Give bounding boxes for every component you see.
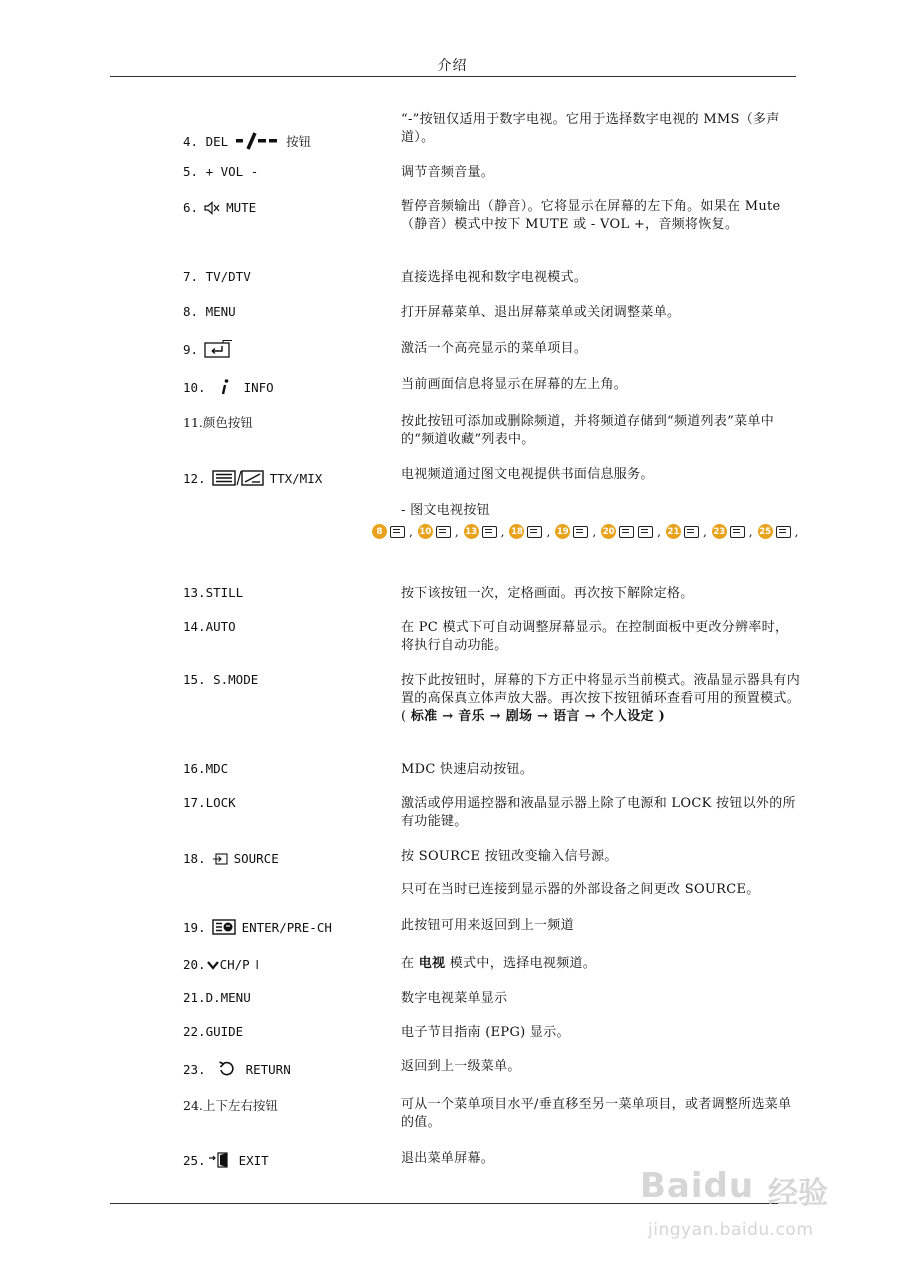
entry-label-text: 19. — [183, 919, 206, 935]
entry-desc-bold: 电视 — [418, 956, 446, 971]
entry-label: 13.STILL — [183, 585, 244, 600]
entry-label — [183, 470, 322, 486]
entry-desc-text: 按下此按钮时，屏幕的下方正中将显示当前模式。液晶显示器具有内置的高保真立体声放大器。再次按下按钮循环查看可用的预置模式。( — [401, 673, 801, 724]
entry-label-suffix: RETURN — [245, 1061, 291, 1077]
entry-desc: 电子节目指南 (EPG) 显示。 — [401, 1025, 570, 1040]
entry-desc: 按此按钮可添加或删除频道，并将频道存储到“频道列表”菜单中的“频道收藏”列表中。 — [401, 414, 774, 447]
entry-label-suffix: CH/P — [219, 957, 250, 972]
teletext-icon — [573, 526, 588, 538]
watermark-url: jingyan.baidu.com — [648, 1220, 814, 1240]
teletext-icon — [730, 526, 745, 538]
entry-desc: 当前画面信息将显示在屏幕的左上角。 — [401, 377, 628, 392]
entry-desc-text: 模式中，选择电视频道。 — [449, 956, 597, 971]
entry-label-text: 6. — [183, 200, 199, 215]
entry-label-suffix: EXIT — [238, 1152, 269, 1168]
entry-label — [183, 200, 256, 215]
entry-label: 16.MDC — [183, 761, 229, 776]
entry-label — [183, 851, 279, 866]
teletext-icon — [684, 526, 699, 538]
enter-key-icon — [204, 340, 234, 358]
entry-label-suffix: 按钮 — [286, 134, 312, 149]
entry-label-suffix: INFO — [243, 379, 274, 395]
baidu-watermark — [640, 1150, 870, 1270]
entry-label: 21.D.MENU — [183, 990, 251, 1005]
entry-desc: 暂停音频输出（静音）。它将显示在屏幕的左下角。如果在 Mute（静音）模式中按下 MUTE 或 - VOL +，音频将恢复。 — [401, 199, 781, 232]
entry-label: 17.LOCK — [183, 795, 236, 810]
teletext-number-badge: 18 — [509, 524, 524, 539]
entry-desc: 调节音频音量。 — [401, 165, 495, 180]
entry-label: 7. TV/DTV — [183, 269, 251, 284]
teletext-button-row: 8 , 10 , 13 , 18 , 19 , 20 , 21 , 23 , 25 , — [372, 524, 800, 539]
entry-label — [183, 1152, 269, 1168]
teletext-number-badge: 21 — [666, 524, 681, 539]
entry-label: 8. MENU — [183, 304, 236, 319]
vertical-bar-icon — [256, 960, 259, 969]
entry-label: 11.颜色按钮 — [183, 415, 253, 430]
mute-speaker-icon — [204, 201, 220, 215]
entry-label-text: 25. — [183, 1152, 206, 1168]
entry-label-suffix: SOURCE — [233, 851, 279, 866]
entry-label — [183, 1061, 291, 1077]
teletext-icon — [436, 526, 451, 538]
entry-desc: 电视频道通过图文电视提供书面信息服务。 — [401, 467, 654, 482]
entry-desc — [401, 672, 801, 726]
entry-label-suffix: ENTER/PRE-CH — [241, 919, 332, 935]
entry-label-text: 18. — [183, 851, 206, 866]
entry-desc: 在 PC 模式下可自动调整屏幕显示。在控制面板中更改分辨率时，将执行自动功能。 — [401, 620, 789, 653]
entry-label — [183, 379, 274, 395]
exit-door-icon — [208, 1152, 232, 1168]
entry-label-text: 9. — [183, 341, 199, 357]
entry-label: 24.上下左右按钮 — [183, 1098, 278, 1113]
return-arrow-icon — [218, 1061, 234, 1077]
header-rule — [110, 76, 796, 77]
teletext-number-badge: 13 — [464, 524, 479, 539]
page-title: 介绍 — [437, 58, 468, 74]
entry-desc: 按 SOURCE 按钮改变输入信号源。 — [401, 849, 618, 864]
entry-desc: 退出菜单屏幕。 — [401, 1151, 495, 1166]
entry-label: 5. + VOL - — [183, 164, 259, 179]
entry-label-text: 12. — [183, 470, 206, 486]
entry-label: 15. S.MODE — [183, 672, 259, 687]
entry-desc-pre: 在 — [401, 956, 415, 971]
entry-desc: 激活一个高亮显示的菜单项目。 — [401, 341, 588, 356]
entry-label-suffix: TTX/MIX — [269, 470, 323, 486]
entry-label-suffix: MUTE — [226, 200, 257, 215]
watermark-logo: Baidu — [640, 1166, 755, 1206]
entry-desc: 打开屏幕菜单、退出屏幕菜单或关闭调整菜单。 — [401, 305, 681, 320]
teletext-number-badge: 23 — [712, 524, 727, 539]
watermark-cn: 经验 — [768, 1176, 828, 1211]
entry-label-text: 10. — [183, 379, 206, 395]
entry-label: 22.GUIDE — [183, 1024, 244, 1039]
teletext-icon — [638, 526, 653, 538]
entry-desc: 返回到上一级菜单。 — [401, 1059, 521, 1074]
entry-label-text: 4. DEL — [183, 133, 229, 149]
chevron-down-icon — [207, 960, 219, 970]
entry-label — [183, 131, 311, 151]
info-i-icon — [220, 379, 230, 395]
entry-desc-bold: 标准 → 音乐 → 剧场 → 语言 → 个人设定 ) — [410, 709, 666, 724]
entry-label-text: 23. — [183, 1061, 206, 1077]
teletext-number-badge: 25 — [758, 524, 773, 539]
entry-label: 14.AUTO — [183, 619, 236, 634]
entry-desc — [401, 955, 801, 973]
entry-desc: 数字电视菜单显示 — [401, 991, 508, 1006]
entry-desc: “-”按钮仅适用于数字电视。它用于选择数字电视的 MMS（多声道）。 — [401, 112, 780, 145]
entry-sub: - 图文电视按钮 — [401, 503, 490, 518]
entry-desc: 激活或停用遥控器和液晶显示器上除了电源和 LOCK 按钮以外的所有功能键。 — [401, 796, 796, 829]
dash-dash-icon — [234, 131, 280, 151]
entry-desc: 可从一个菜单项目水平/垂直移至另一菜单项目，或者调整所选菜单的值。 — [401, 1097, 792, 1130]
source-input-icon — [212, 853, 228, 865]
entry-desc: MDC 快速启动按钮。 — [401, 762, 534, 777]
entry-label-text: 20. — [183, 957, 206, 972]
teletext-icon — [776, 526, 791, 538]
entry-desc-2: 只可在当时已连接到显示器的外部设备之间更改 SOURCE。 — [401, 882, 760, 897]
teletext-number-badge: 20 — [601, 524, 616, 539]
teletext-number-badge: 8 — [372, 524, 387, 539]
entry-desc: 按下该按钮一次，定格画面。再次按下解除定格。 — [401, 586, 694, 601]
teletext-number-badge: 10 — [418, 524, 433, 539]
ttx-mix-icon — [212, 470, 264, 486]
teletext-number-badge: 19 — [555, 524, 570, 539]
entry-label — [183, 957, 259, 972]
entry-desc: 此按钮可用来返回到上一频道 — [401, 918, 574, 933]
teletext-icon — [527, 526, 542, 538]
entry-desc: 直接选择电视和数字电视模式。 — [401, 270, 588, 285]
enter-prech-icon — [212, 919, 236, 935]
entry-label — [183, 919, 332, 935]
teletext-icon — [619, 526, 634, 538]
teletext-icon — [482, 526, 497, 538]
entry-label — [183, 340, 234, 358]
teletext-icon — [390, 526, 405, 538]
